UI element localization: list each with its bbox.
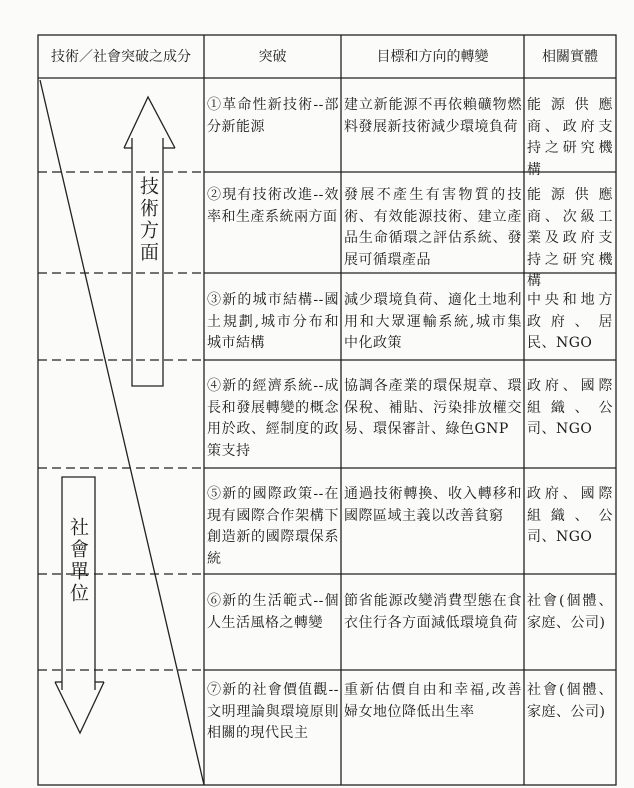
row-3-entities: 中央和地方政府、居民、NGO [527, 292, 613, 351]
row-7-goal: 重新估價自由和幸福,改善婦女地位降低出生率 [344, 682, 522, 720]
row-6-entities: 社會(個體、家庭、公司) [527, 593, 613, 631]
diagonal-line [40, 80, 204, 785]
row-5-breakthrough: ⑤新的國際政策--在現有國際合作架構下創造新的國際環保系統 [207, 486, 339, 567]
row-3-goal: 減少環境負荷、適化土地利用和大眾運輸系統,城市集中化政策 [344, 292, 522, 351]
row-1-goal: 建立新能源不再依賴礦物燃料發展新技術減少環境負荷 [344, 97, 522, 135]
row-3-breakthrough: ③新的城市結構--國土規劃,城市分布和城市結構 [207, 292, 339, 351]
row-2-breakthrough: ②現有技術改進--效率和生產系統兩方面 [207, 187, 339, 225]
header-components: 技術／社會突破之成分 [51, 49, 191, 65]
header-entities: 相關實體 [542, 49, 598, 65]
row-5-goal: 通過技術轉換、收入轉移和國際區域主義以改善貧窮 [344, 486, 522, 524]
header-breakthrough: 突破 [258, 49, 287, 65]
row-2-entities: 能源供應商、次級工業及政府支持之研究機構 [527, 187, 613, 289]
row-2-goal: 發展不產生有害物質的技術、有效能源技術、建立產品生命循環之評估系統、發展可循環產品 [344, 187, 522, 268]
row-1-breakthrough: ①革命性新技術--部分新能源 [207, 97, 339, 135]
row-7-entities: 社會(個體、家庭、公司) [527, 682, 613, 720]
row-4-breakthrough: ④新的經濟系統--成長和發展轉變的概念用於政、經制度的政策支持 [207, 378, 339, 459]
row-4-goal: 協調各產業的環保規章、環保稅、補貼、污染排放權交易、環保審計、綠色GNP [344, 378, 522, 437]
row-6-goal: 節省能源改變消費型態在食衣住行各方面減低環境負荷 [344, 593, 522, 631]
header-goal-shift: 目標和方向的轉變 [376, 49, 489, 65]
label-technical: 技術方面 [137, 176, 159, 264]
row-1-entities: 能源供應商、政府支持之研究機構 [527, 97, 613, 178]
row-7-breakthrough: ⑦新的社會價值觀--文明理論與環境原則相關的現代民主 [207, 682, 339, 741]
row-4-entities: 政府、國際組織、公司、NGO [527, 378, 613, 437]
label-social: 社會單位 [67, 517, 89, 605]
dashed-dividers [38, 172, 204, 670]
row-5-entities: 政府、國際組織、公司、NGO [527, 486, 613, 545]
row-6-breakthrough: ⑥新的生活範式--個人生活風格之轉變 [207, 593, 339, 631]
